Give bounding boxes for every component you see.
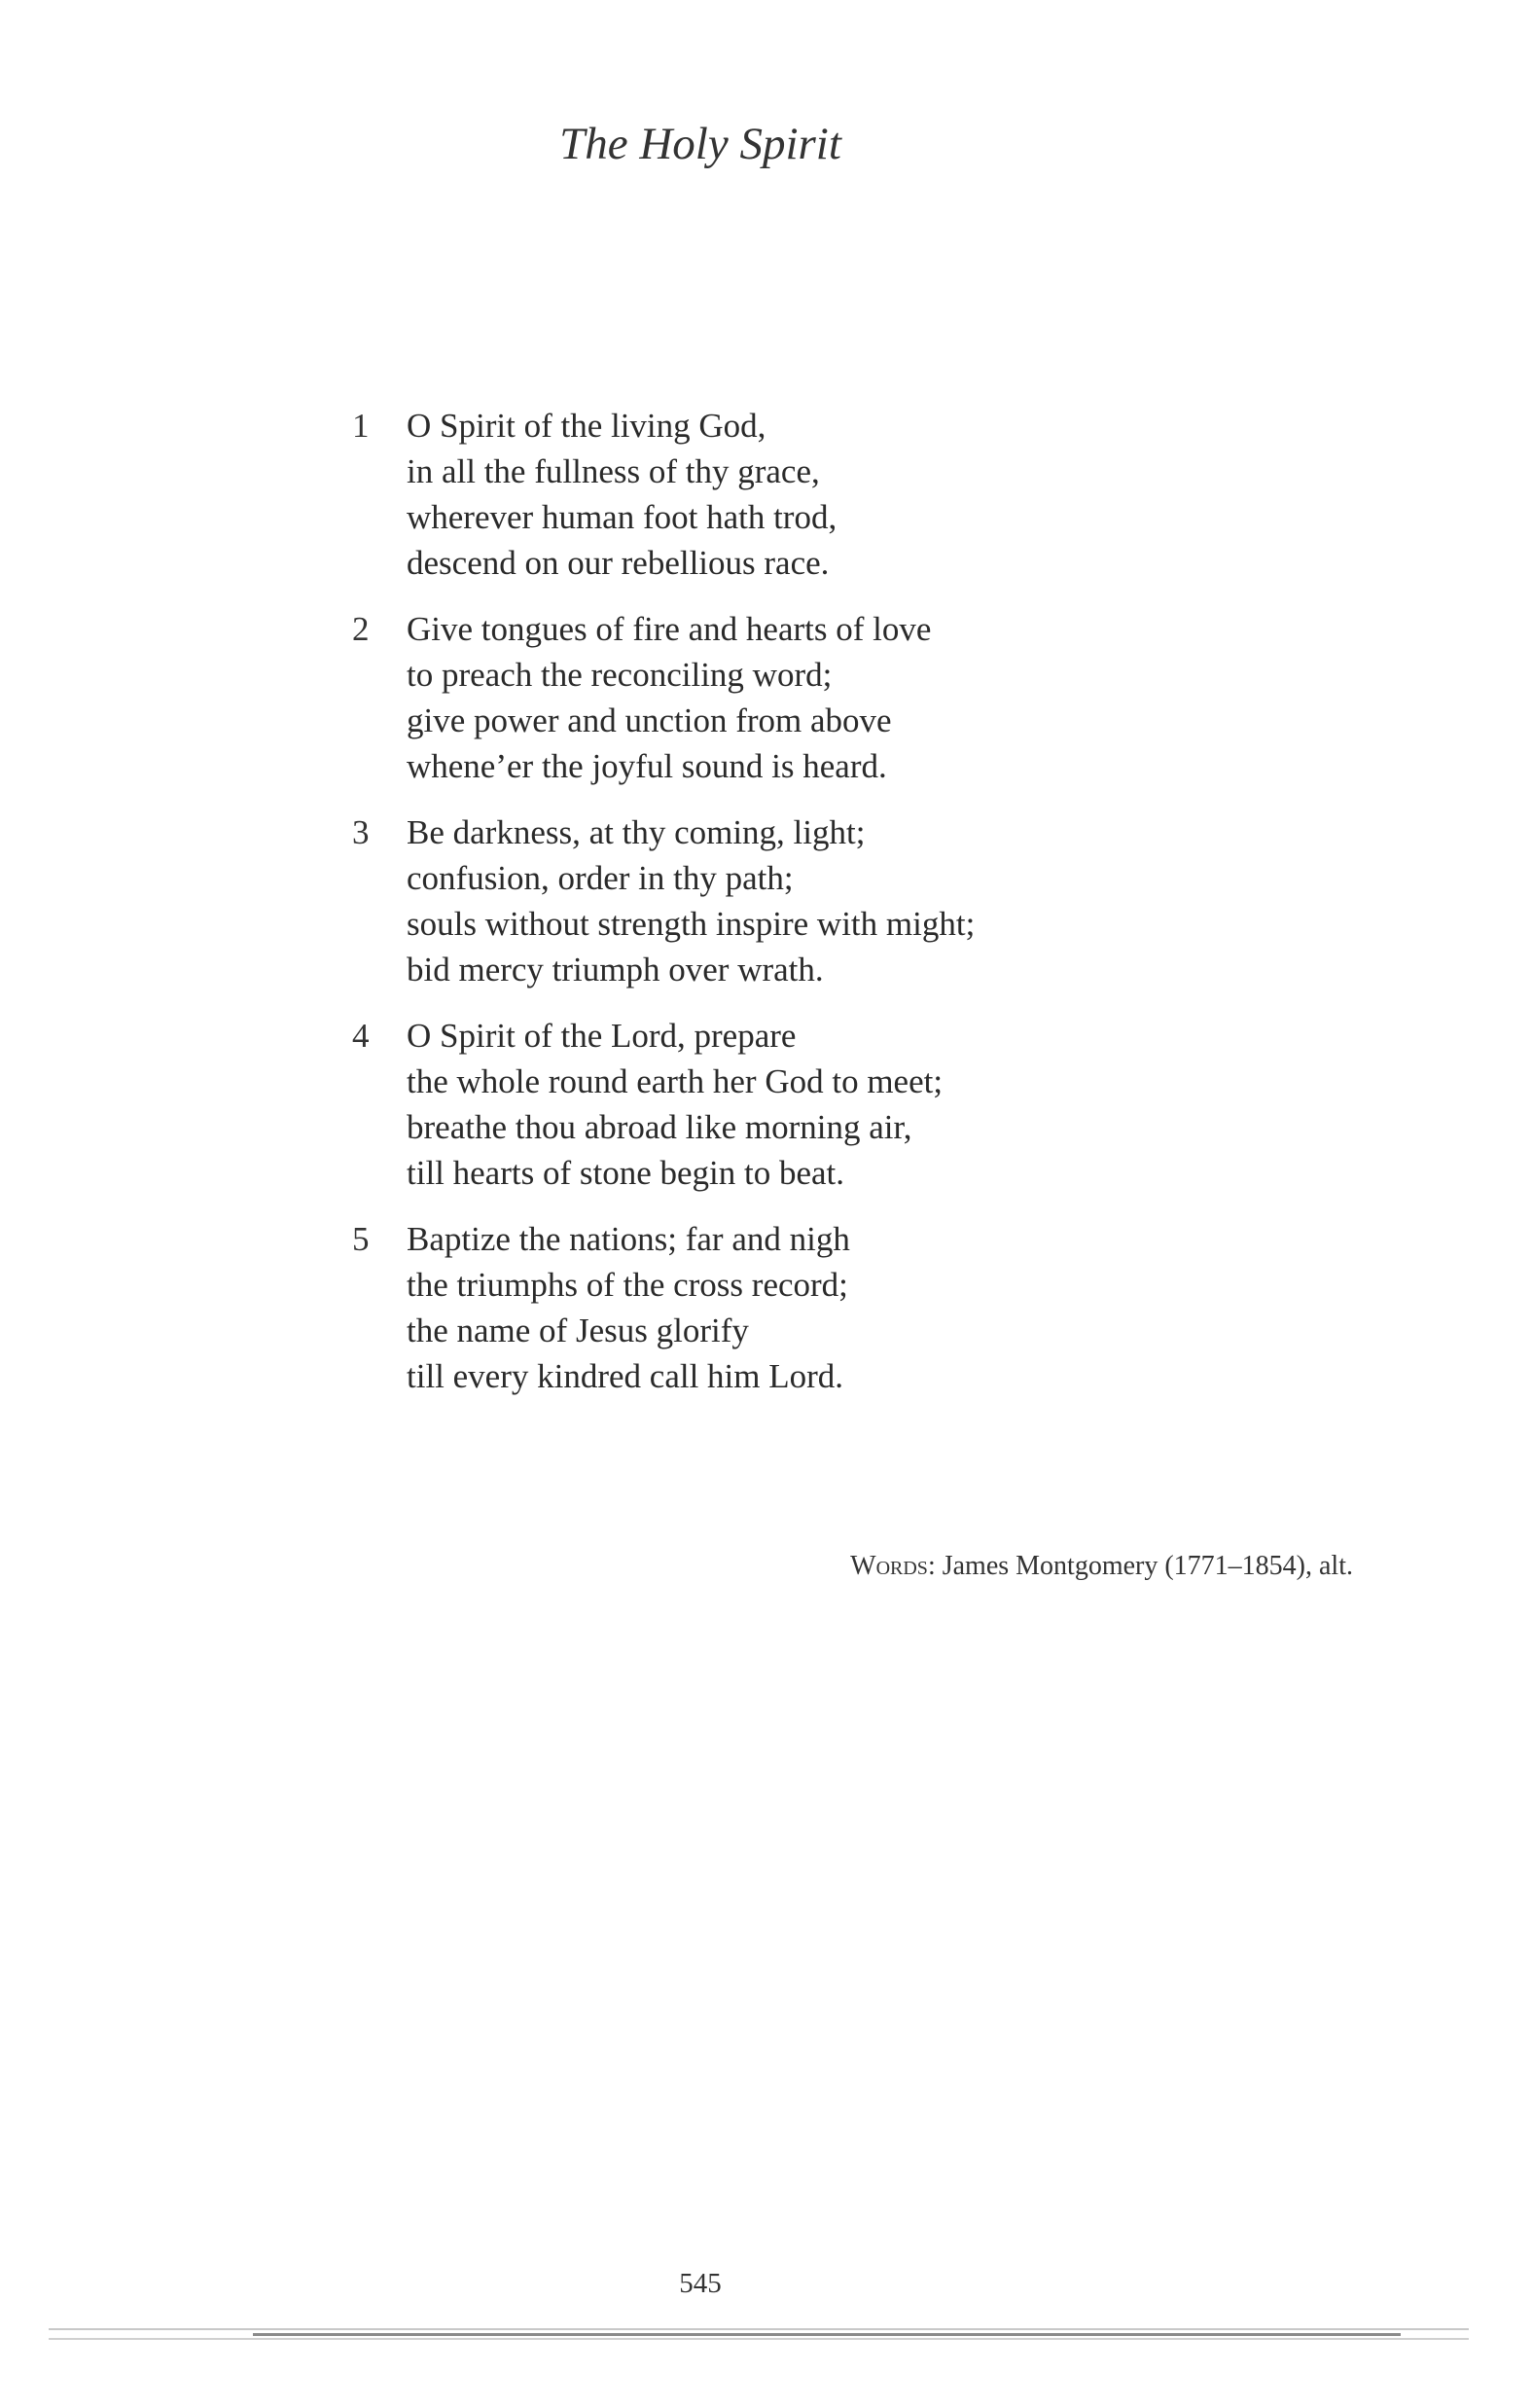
verse-line: Give tongues of fire and hearts of love	[407, 610, 932, 648]
footer-rule	[49, 2338, 1469, 2340]
verse-line: the triumphs of the cross record;	[407, 1266, 848, 1304]
credit-label: Words	[850, 1551, 928, 1581]
verse-number: 2	[352, 610, 370, 648]
verse-line: O Spirit of the living God,	[407, 407, 766, 445]
verse-number: 3	[352, 813, 370, 851]
verse-number: 4	[352, 1017, 370, 1055]
verse-line: till every kindred call him Lord.	[407, 1357, 844, 1395]
footer-rule	[49, 2328, 1469, 2330]
verse	[352, 1013, 1130, 1196]
verse-line: the name of Jesus glorify	[407, 1312, 749, 1349]
hymn-text	[352, 403, 1130, 1420]
verse-line: wherever human foot hath trod,	[407, 498, 837, 536]
verse-line: breathe thou abroad like morning air,	[407, 1108, 912, 1146]
verse-line: whene’er the joyful sound is heard.	[407, 747, 887, 785]
words-credit	[850, 1549, 1353, 1584]
verse	[352, 809, 1130, 992]
verse-line: bid mercy triumph over wrath.	[407, 951, 824, 988]
verse-line: in all the fullness of thy grace,	[407, 452, 820, 490]
verse	[352, 1216, 1130, 1399]
verse-line: give power and unction from above	[407, 701, 892, 739]
verse-line: to preach the reconciling word;	[407, 656, 833, 694]
footer-rule	[253, 2333, 1401, 2336]
verse-number: 1	[352, 407, 370, 445]
page-number: 545	[679, 2268, 722, 2299]
credit-text: : James Montgomery (1771–1854), alt.	[927, 1551, 1353, 1581]
verse-line: souls without strength inspire with might;	[407, 905, 976, 943]
page-title: The Holy Spirit	[559, 119, 841, 169]
verse-line: the whole round earth her God to meet;	[407, 1062, 944, 1100]
verse-line: Baptize the nations; far and nigh	[407, 1220, 850, 1258]
verse-line: till hearts of stone begin to beat.	[407, 1154, 845, 1192]
verse-line: Be darkness, at thy coming, light;	[407, 813, 866, 851]
verse-line: confusion, order in thy path;	[407, 859, 794, 897]
verse-number: 5	[352, 1220, 370, 1258]
verse	[352, 403, 1130, 586]
verse	[352, 606, 1130, 789]
verse-line: O Spirit of the Lord, prepare	[407, 1017, 797, 1055]
verse-line: descend on our rebellious race.	[407, 544, 830, 582]
